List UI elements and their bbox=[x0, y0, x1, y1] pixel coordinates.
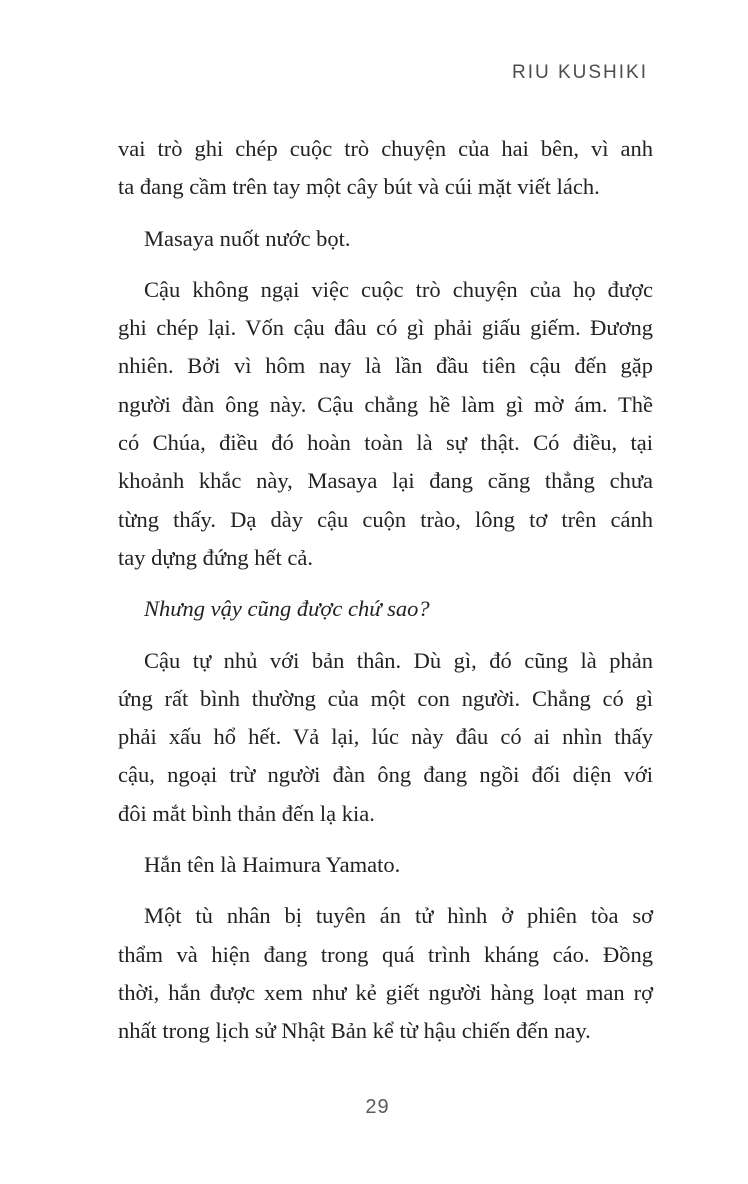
text-line: vai trò ghi chép cuộc trò chuyện của hai bên, vì anh bbox=[118, 136, 653, 161]
paragraph bbox=[118, 220, 653, 258]
text-line: thẩm và hiện đang trong quá trình kháng cáo. Đồng bbox=[118, 941, 653, 967]
paragraph bbox=[118, 271, 653, 577]
text-line: tay dựng đứng hết cả. bbox=[118, 544, 313, 570]
paragraph bbox=[118, 897, 653, 1050]
text-line: ta đang cầm trên tay một cây bút và cúi mặt viết lách. bbox=[118, 174, 600, 200]
text-line: Một tù nhân bị tuyên án tử hình ở phiên tòa sơ bbox=[144, 903, 653, 929]
text-line: Nhưng vậy cũng được chứ sao? bbox=[144, 596, 430, 622]
text-line: ứng rất bình thường của một con người. Chẳng có gì bbox=[118, 685, 653, 711]
paragraph bbox=[118, 130, 653, 207]
text-line: Masaya nuốt nước bọt. bbox=[144, 225, 351, 251]
paragraph bbox=[118, 590, 653, 628]
running-head-author: RIU KUSHIKI bbox=[511, 62, 648, 83]
paragraph bbox=[118, 846, 653, 884]
paragraph bbox=[118, 642, 653, 833]
text-line: phải xấu hổ hết. Vả lại, lúc này đâu có ai nhìn thấy bbox=[118, 724, 653, 750]
text-line: Cậu không ngại việc cuộc trò chuyện của họ được bbox=[144, 276, 653, 302]
text-line: đôi mắt bình thản đến lạ kia. bbox=[118, 800, 375, 826]
text-line: người đàn ông này. Cậu chẳng hề làm gì mờ ám. Thề bbox=[118, 391, 653, 417]
text-line: khoảnh khắc này, Masaya lại đang căng thẳng chưa bbox=[118, 468, 653, 494]
text-line: cậu, ngoại trừ người đàn ông đang ngồi đối diện với bbox=[118, 762, 653, 788]
text-line: có Chúa, điều đó hoàn toàn là sự thật. Có điều, tại bbox=[118, 430, 653, 456]
text-line: nhất trong lịch sử Nhật Bản kể từ hậu chiến đến nay. bbox=[118, 1018, 591, 1044]
text-line: nhiên. Bởi vì hôm nay là lần đầu tiên cậu đến gặp bbox=[118, 353, 653, 379]
text-line: Cậu tự nhủ với bản thân. Dù gì, đó cũng là phản bbox=[144, 647, 653, 673]
text-line: thời, hắn được xem như kẻ giết người hàng loạt man rợ bbox=[118, 979, 653, 1005]
page-number: 29 bbox=[365, 1096, 390, 1118]
text-line: từng thấy. Dạ dày cậu cuộn trào, lông tơ trên cánh bbox=[118, 506, 653, 532]
page-body-text bbox=[118, 130, 653, 1051]
text-line: Hắn tên là Haimura Yamato. bbox=[144, 852, 401, 878]
text-line: ghi chép lại. Vốn cậu đâu có gì phải giấu giếm. Đương bbox=[118, 315, 653, 341]
